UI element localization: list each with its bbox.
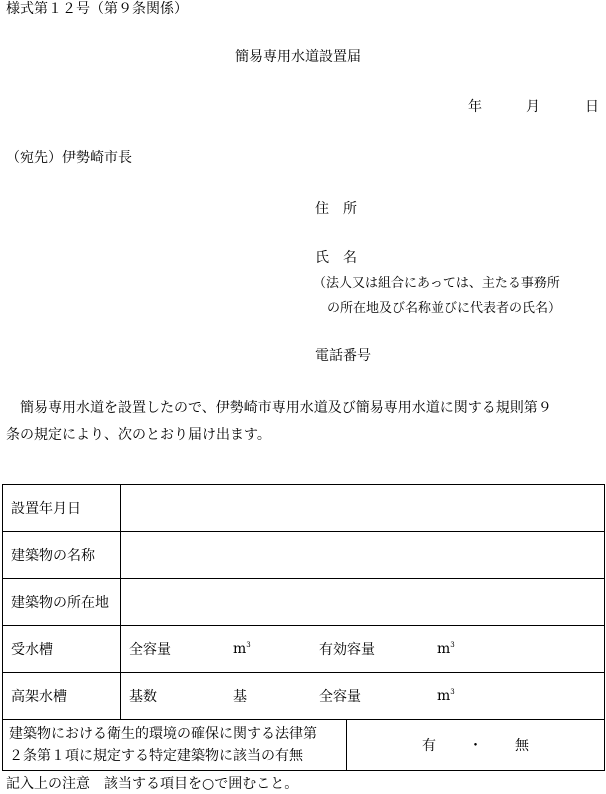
name-note-line2: の所在地及び名称並びに代表者の氏名） xyxy=(327,301,562,316)
elevated-tank-field[interactable] xyxy=(121,673,605,720)
elevated-total-unit: $m^3$ xyxy=(437,688,455,704)
table-row xyxy=(3,720,605,771)
address-label: 住 所 xyxy=(315,201,357,217)
receiving-tank-label: 受水槽 xyxy=(3,626,121,673)
specific-building-label xyxy=(3,720,347,771)
specific-building-label-line1: 建築物における衛生的環境の確保に関する法律第 xyxy=(9,726,317,742)
install-date-label: 設置年月日 xyxy=(3,485,121,532)
name-note-line1: （法人又は組合にあっては、主たる事務所 xyxy=(313,276,560,291)
specific-building-choice xyxy=(347,720,605,771)
building-location-label: 建築物の所在地 xyxy=(3,579,121,626)
receiving-tank-field[interactable] xyxy=(121,626,605,673)
name-label: 氏 名 xyxy=(315,250,357,266)
choice-no[interactable]: 無 xyxy=(514,738,529,754)
building-name-label: 建築物の名称 xyxy=(3,532,121,579)
receiving-effective-unit: $m^3$ xyxy=(437,641,455,657)
date-month-label: 月 xyxy=(526,99,540,115)
form-table xyxy=(2,484,605,771)
date-day-label: 日 xyxy=(585,99,599,115)
elevated-count-unit: 基 xyxy=(233,689,247,705)
table-row xyxy=(3,485,605,532)
table-row xyxy=(3,579,605,626)
page-title: 簡易専用水道設置届 xyxy=(235,49,361,65)
specific-building-label-line2: ２条第１項に規定する特定建築物に該当の有無 xyxy=(9,748,303,764)
date-year-label: 年 xyxy=(468,99,482,115)
receiving-effective-capacity-label: 有効容量 xyxy=(319,642,375,658)
receiving-total-capacity-label: 全容量 xyxy=(129,642,171,658)
phone-label: 電話番号 xyxy=(315,348,371,364)
table-row xyxy=(3,532,605,579)
addressee: （宛先）伊勢崎市長 xyxy=(6,150,132,166)
footer-note: 記入上の注意 該当する項目を○で囲むこと。 xyxy=(6,776,299,792)
choice-yes[interactable]: 有 xyxy=(422,738,437,754)
elevated-count-label: 基数 xyxy=(129,689,157,705)
building-name-field[interactable] xyxy=(121,532,605,579)
install-date-field[interactable] xyxy=(121,485,605,532)
table-row xyxy=(3,673,605,720)
table-row xyxy=(3,626,605,673)
form-number: 様式第１２号（第９条関係） xyxy=(6,1,188,17)
receiving-total-unit: $m^3$ xyxy=(233,641,251,657)
body-text-line2: 条の規定により、次のとおり届け出ます。 xyxy=(6,427,271,443)
building-location-field[interactable] xyxy=(121,579,605,626)
choice-separator: ・ xyxy=(468,738,483,754)
elevated-total-capacity-label: 全容量 xyxy=(319,689,361,705)
body-text-line1: 簡易専用水道を設置したので、伊勢崎市専用水道及び簡易専用水道に関する規則第９ xyxy=(20,400,552,416)
elevated-tank-label: 高架水槽 xyxy=(3,673,121,720)
